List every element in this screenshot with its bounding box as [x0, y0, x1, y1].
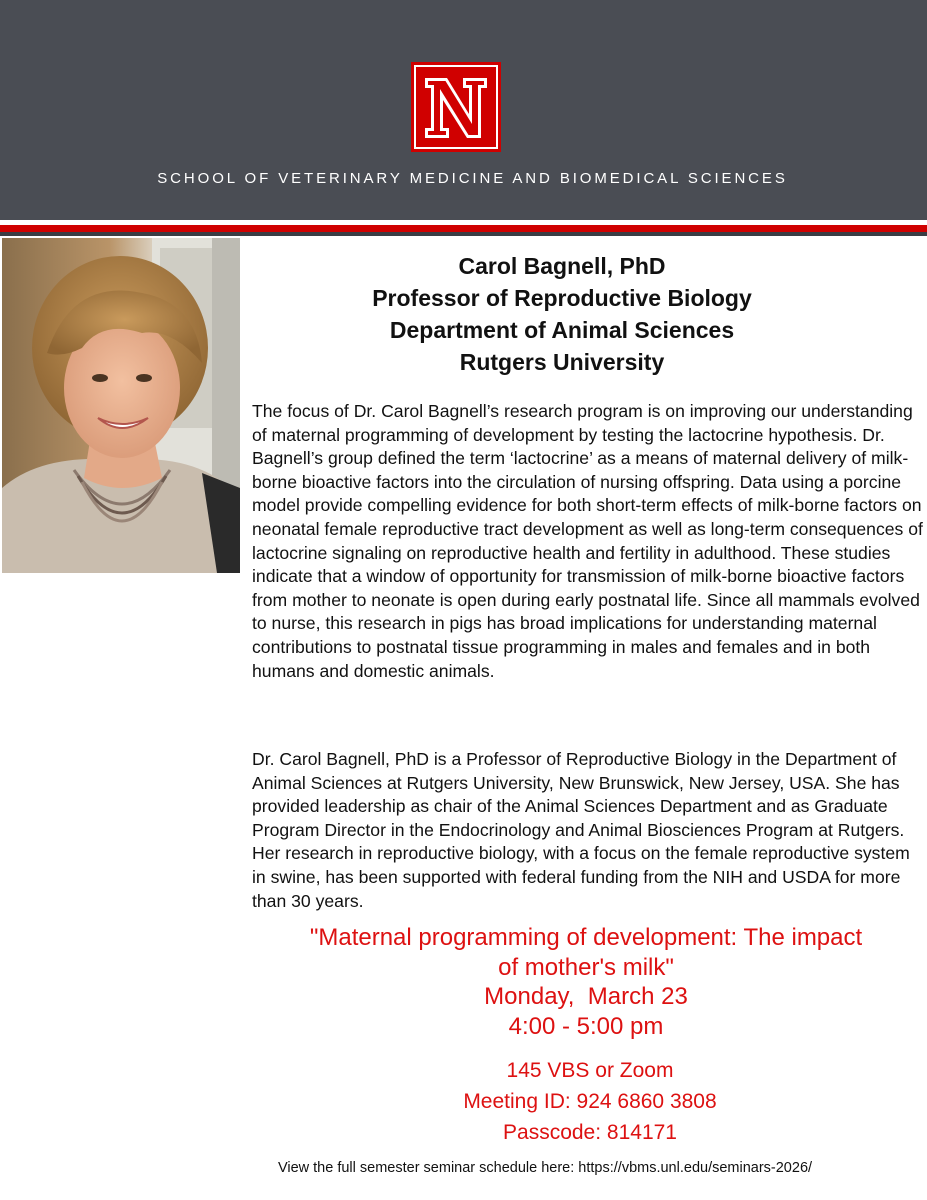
schedule-link-note[interactable]: View the full semester seminar schedule here: https://vbms.unl.edu/seminars-2026/: [277, 1160, 813, 1176]
header-banner: [0, 0, 927, 220]
research-summary: The focus of Dr. Carol Bagnell’s research program is on improving our understanding of maternal programming of development by testing the lactocrine hypothesis. Dr. Bagnell’s group defined the term ‘lactocrine’ as a means of maternal delivery of milk-borne bioactive factors into the circulation of nursing offspring. Data using a porcine model provide compelling evidence for both short-term effects of milk-borne factors on neonatal female reproductive tract development as well as long-term consequences of lactocrine signaling on reproductive health and fertility in adulthood. These studies indicate that a window of opportunity for transmission of milk-borne bioactive factors from mother to neonate is open during early postnatal life. Since all mammals evolved to nurse, this research in pigs has broad implications for understanding maternal contributions to postnatal tissue programming in males and females and in both humans and domestic animals.: [252, 401, 923, 681]
zoom-meeting-id[interactable]: Meeting ID: 924 6860 3808: [463, 1090, 717, 1113]
talk-time: 4:00 - 5:00 pm: [508, 1012, 664, 1040]
location-details: [430, 1055, 750, 1148]
seminar-details: [260, 923, 912, 1041]
speaker-biography: Dr. Carol Bagnell, PhD is a Professor of Reproductive Biology in the Department of Animal Sciences at Rutgers University, New Brunswick, New Jersey, USA. She has provided leadership as chair of the Animal Sciences Department and as Graduate Program Director in the Endocrinology and Animal Biosciences Program at Rutgers. Her research in reproductive biology, with a focus on the female reproductive system in swine, has been supported with federal funding from the NIH and USDA for more than 30 years.: [252, 749, 910, 911]
talk-title-line2: of mother's milk": [498, 953, 674, 981]
nebraska-n-logo: [411, 62, 501, 152]
speaker-institution: Rutgers University: [459, 349, 665, 375]
school-name: SCHOOL OF VETERINARY MEDICINE AND BIOMEDICAL SCIENCES: [157, 170, 788, 187]
divider-stripe-red: [0, 225, 927, 232]
talk-title-line1: "Maternal programming of development: The impact: [309, 924, 863, 951]
talk-date: Monday, March 23: [484, 983, 688, 1010]
location-room: 145 VBS or Zoom: [506, 1059, 674, 1082]
speaker-heading: [252, 250, 872, 378]
speaker-department: Department of Animal Sciences: [389, 317, 735, 343]
speaker-name: Carol Bagnell, PhD: [458, 253, 666, 279]
speaker-title: Professor of Reproductive Biology: [372, 285, 752, 311]
divider-stripe-gray: [0, 232, 927, 236]
zoom-passcode: Passcode: 814171: [503, 1121, 677, 1144]
speaker-photo: [2, 238, 240, 573]
